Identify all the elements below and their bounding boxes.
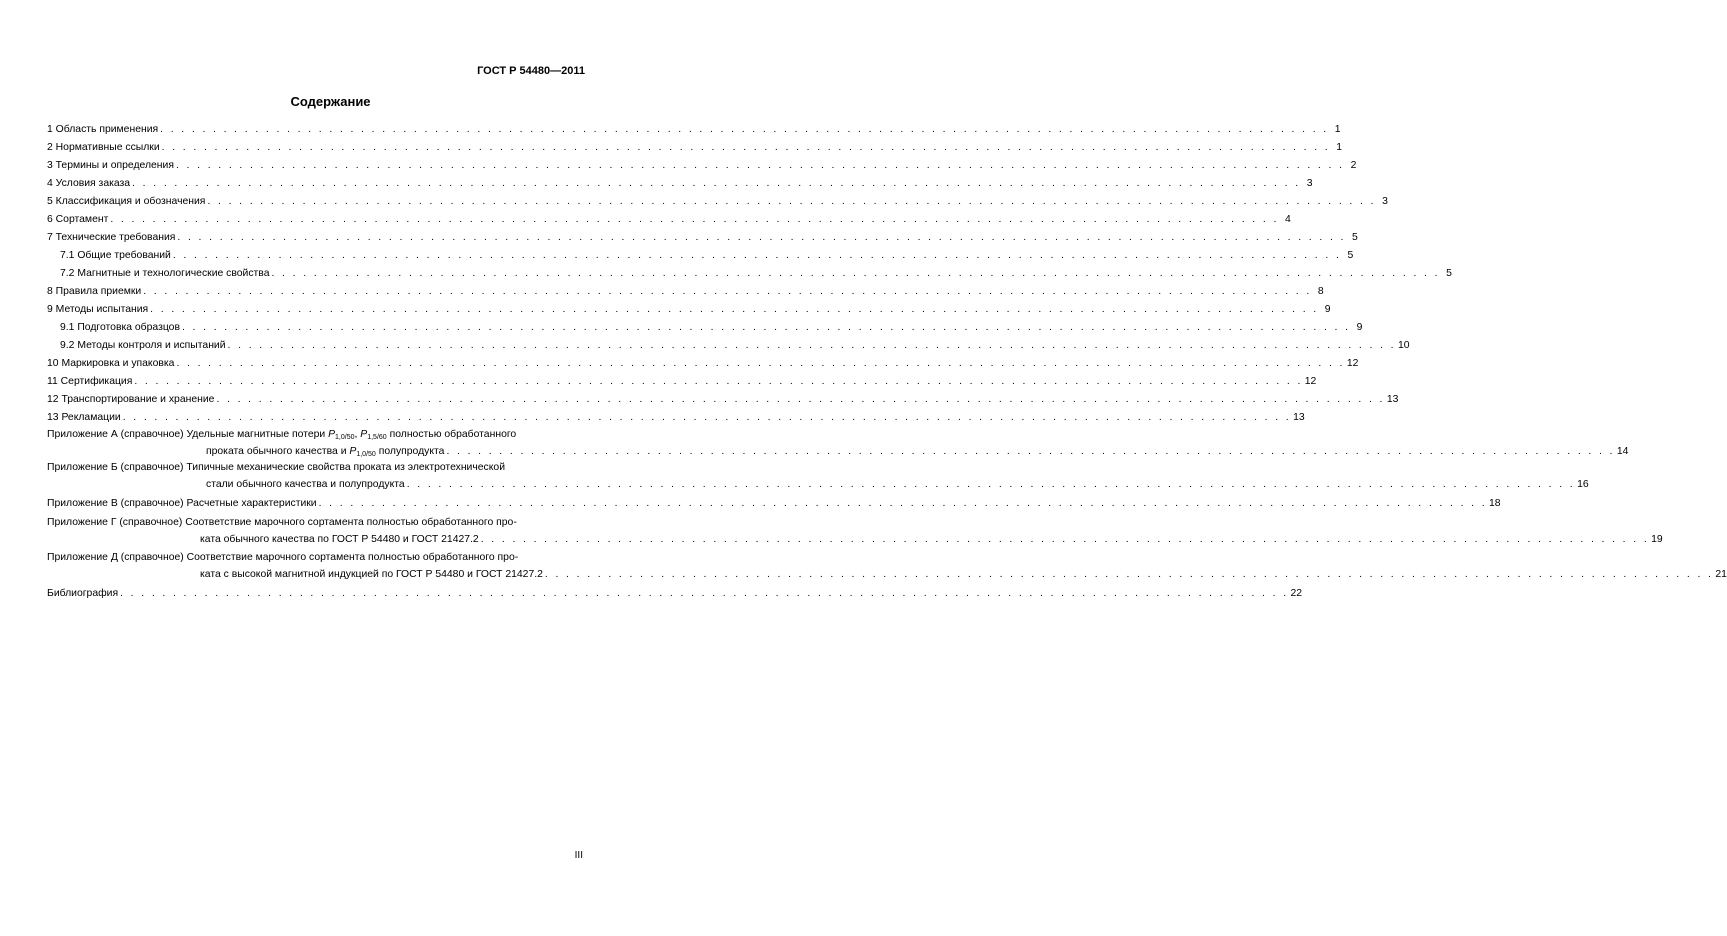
- dot-leader: . . . . . . . . . . . . . . . . . . . . . . . . . . . . . . . . . . . . . . . . . . . . . . . . . . . . . . . . . . . . . . . . . . . . . . . . . . . . . . . . . . . . . . . . . . . . . . . . . . . . . . . . . . . . . . .: [480, 534, 1650, 545]
- dot-leader: . . . . . . . . . . . . . . . . . . . . . . . . . . . . . . . . . . . . . . . . . . . . . . . . . . . . . . . . . . . . . . . . . . . . . . . . . . . . . . . . . . . . . . . . . . . . . . . . . . . . . . . . . . . . . . .: [120, 588, 1289, 599]
- page-number: 13: [1293, 412, 1305, 423]
- toc-entry-label: 6 Сортамент: [47, 214, 109, 225]
- toc-entry[interactable]: [47, 355, 1359, 373]
- page-number: 1: [1336, 142, 1343, 153]
- toc-entry-label: 4 Условия заказа: [47, 178, 131, 189]
- document-id: ГОСТ Р 54480—2011: [477, 65, 585, 77]
- toc-entry-label: 7.1 Общие требований: [60, 250, 171, 261]
- dot-leader: . . . . . . . . . . . . . . . . . . . . . . . . . . . . . . . . . . . . . . . . . . . . . . . . . . . . . . . . . . . . . . . . . . . . . . . . . . . . . . . . . . . . . . . . . . . . . . . . . . . . . . . . . . . . . . .: [227, 340, 1396, 351]
- toc-entry[interactable]: [47, 319, 1363, 337]
- toc-bibliography[interactable]: Библиография . . . . . . . . . . . . . . . . . . . . . . . . . . . . . . . . . . . . . . . . . . . . . . . . . . . . . . . . . . . . . . . . . . . . . . . . . . . . . . . . . . . . . . . . . . . . . . . . . . . . . . . . . . . . . . . 22: [47, 585, 582, 603]
- appendix-g-line1: Приложение Г (справочное) Соответствие марочного сортамента полностью обработанного про-: [47, 517, 517, 528]
- toc-entry-label: 5 Классификация и обозначения: [47, 196, 206, 207]
- toc-entry-label: 12 Транспортирование и хранение: [47, 394, 215, 405]
- dot-leader: . . . . . . . . . . . . . . . . . . . . . . . . . . . . . . . . . . . . . . . . . . . . . . . . . . . . . . . . . . . . . . . . . . . . . . . . . . . . . . . . . . . . . . . . . . . . . . . . . . . . . . . . . . . . . . .: [161, 142, 1331, 153]
- dot-leader: . . . . . . . . . . . . . . . . . . . . . . . . . . . . . . . . . . . . . . . . . . . . . . . . . . . . . . . . . . . . . . . . . . . . . . . . . . . . . . . . . . . . . . . . . . . . . . . . . . . . . . . . . . . . . . .: [172, 250, 1342, 261]
- toc-entry[interactable]: [47, 157, 1357, 175]
- page-number: 14: [1616, 446, 1629, 457]
- appendix-d-line2: ката с высокой магнитной индукцией по ГОСТ Р 54480 и ГОСТ 21427.2 . . . . . . . . . . . . . . . . . . . . . . . . . . . . . . . . . . . . . . . . . . . . . . . . . . . . . . . . . . . . . . . . . . . . . . . . . . . . . . . . . . . . . . . . . . . . . . . . . . . . . . . . . . . . . . . 21: [47, 566, 582, 583]
- dot-leader: . . . . . . . . . . . . . . . . . . . . . . . . . . . . . . . . . . . . . . . . . . . . . . . . . . . . . . . . . . . . . . . . . . . . . . . . . . . . . . . . . . . . . . . . . . . . . . . . . . . . . . . . . . . . . . .: [181, 322, 1351, 333]
- dot-leader: . . . . . . . . . . . . . . . . . . . . . . . . . . . . . . . . . . . . . . . . . . . . . . . . . . . . . . . . . . . . . . . . . . . . . . . . . . . . . . . . . . . . . . . . . . . . . . . . . . . . . . . . . . . . . . .: [446, 446, 1615, 457]
- page-number: 21: [1715, 569, 1727, 580]
- page-number: 9: [1324, 304, 1331, 315]
- dot-leader: . . . . . . . . . . . . . . . . . . . . . . . . . . . . . . . . . . . . . . . . . . . . . . . . . . . . . . . . . . . . . . . . . . . . . . . . . . . . . . . . . . . . . . . . . . . . . . . . . . . . . . . . . . . . . . .: [160, 124, 1329, 135]
- page-number: 2: [1350, 160, 1357, 171]
- toc-entry[interactable]: [47, 373, 1317, 391]
- toc-appendix-d[interactable]: [47, 550, 1727, 583]
- toc-appendix-b[interactable]: [47, 460, 1589, 493]
- toc-entry[interactable]: [47, 229, 1358, 247]
- page-number: 12: [1346, 358, 1359, 369]
- page-number: 18: [1489, 498, 1501, 509]
- page-number: 8: [1317, 286, 1324, 297]
- toc-entry-label: 7 Технические требования: [47, 232, 176, 243]
- dot-leader: . . . . . . . . . . . . . . . . . . . . . . . . . . . . . . . . . . . . . . . . . . . . . . . . . . . . . . . . . . . . . . . . . . . . . . . . . . . . . . . . . . . . . . . . . . . . . . . . . . . . . . . . . . . . . . .: [122, 412, 1292, 423]
- dot-leader: . . . . . . . . . . . . . . . . . . . . . . . . . . . . . . . . . . . . . . . . . . . . . . . . . . . . . . . . . . . . . . . . . . . . . . . . . . . . . . . . . . . . . . . . . . . . . . . . . . . . . . . . . . . . . . .: [132, 178, 1301, 189]
- page-number: 3: [1306, 178, 1313, 189]
- page-number: 16: [1577, 479, 1589, 490]
- toc-entry[interactable]: [47, 121, 1341, 139]
- toc-entry[interactable]: [47, 139, 1343, 157]
- toc-entry-label: 2 Нормативные ссылки: [47, 142, 160, 153]
- page-number: 19: [1651, 534, 1663, 545]
- toc-entry[interactable]: [47, 301, 1331, 319]
- toc-entry-label: 9.2 Методы контроля и испытаний: [60, 340, 226, 351]
- toc-entry[interactable]: [47, 283, 1324, 301]
- toc-entry-label: 7.2 Магнитные и технологические свойства: [60, 268, 270, 279]
- toc-appendix-a[interactable]: [47, 427, 1629, 460]
- toc-entry-label: 10 Маркировка и упаковка: [47, 358, 175, 369]
- page-number: 12: [1304, 376, 1317, 387]
- toc-entry[interactable]: [47, 247, 1354, 265]
- toc-entry-label: 8 Правила приемки: [47, 286, 142, 297]
- toc-entry[interactable]: [47, 409, 1305, 427]
- page-number-footer: III: [574, 850, 583, 861]
- dot-leader: . . . . . . . . . . . . . . . . . . . . . . . . . . . . . . . . . . . . . . . . . . . . . . . . . . . . . . . . . . . . . . . . . . . . . . . . . . . . . . . . . . . . . . . . . . . . . . . . . . . . . . . . . . . . . . .: [271, 268, 1440, 279]
- dot-leader: . . . . . . . . . . . . . . . . . . . . . . . . . . . . . . . . . . . . . . . . . . . . . . . . . . . . . . . . . . . . . . . . . . . . . . . . . . . . . . . . . . . . . . . . . . . . . . . . . . . . . . . . . . . . . . .: [177, 232, 1346, 243]
- dot-leader: . . . . . . . . . . . . . . . . . . . . . . . . . . . . . . . . . . . . . . . . . . . . . . . . . . . . . . . . . . . . . . . . . . . . . . . . . . . . . . . . . . . . . . . . . . . . . . . . . . . . . . . . . . . . . . .: [110, 214, 1279, 225]
- dot-leader: . . . . . . . . . . . . . . . . . . . . . . . . . . . . . . . . . . . . . . . . . . . . . . . . . . . . . . . . . . . . . . . . . . . . . . . . . . . . . . . . . . . . . . . . . . . . . . . . . . . . . . . . . . . . . . .: [406, 479, 1576, 490]
- toc-entry[interactable]: [47, 337, 1410, 355]
- dot-leader: . . . . . . . . . . . . . . . . . . . . . . . . . . . . . . . . . . . . . . . . . . . . . . . . . . . . . . . . . . . . . . . . . . . . . . . . . . . . . . . . . . . . . . . . . . . . . . . . . . . . . . . . . . . . . . .: [143, 286, 1312, 297]
- dot-leader: . . . . . . . . . . . . . . . . . . . . . . . . . . . . . . . . . . . . . . . . . . . . . . . . . . . . . . . . . . . . . . . . . . . . . . . . . . . . . . . . . . . . . . . . . . . . . . . . . . . . . . . . . . . . . . .: [176, 358, 1345, 369]
- toc-entry[interactable]: [47, 175, 1313, 193]
- page-number: 5: [1446, 268, 1452, 279]
- toc-entry[interactable]: [47, 265, 1452, 283]
- page-number: 3: [1382, 196, 1388, 207]
- page-number: 5: [1347, 250, 1354, 261]
- toc-entry-label: 9.1 Подготовка образцов: [60, 322, 180, 333]
- toc-entry-label: 11 Сертификация: [47, 376, 133, 387]
- appendix-b-line1: Приложение Б (справочное) Типичные механические свойства проката из электротехнической: [47, 462, 505, 473]
- dot-leader: . . . . . . . . . . . . . . . . . . . . . . . . . . . . . . . . . . . . . . . . . . . . . . . . . . . . . . . . . . . . . . . . . . . . . . . . . . . . . . . . . . . . . . . . . . . . . . . . . . . . . . . . . . . . . . .: [544, 569, 1714, 580]
- page-number: 9: [1356, 322, 1363, 333]
- page-title: Содержание: [290, 94, 371, 109]
- appendix-b-line2: стали обычного качества и полупродукта . . . . . . . . . . . . . . . . . . . . . . . . . . . . . . . . . . . . . . . . . . . . . . . . . . . . . . . . . . . . . . . . . . . . . . . . . . . . . . . . . . . . . . . . . . . . . . . . . . . . . . . . . . . . . . . 16: [47, 476, 582, 493]
- page-number: 1: [1334, 124, 1341, 135]
- toc-entry-label: 3 Термины и определения: [47, 160, 174, 171]
- toc-appendix-v[interactable]: Приложение В (справочное) Расчетные характеристики . . . . . . . . . . . . . . . . . . . . . . . . . . . . . . . . . . . . . . . . . . . . . . . . . . . . . . . . . . . . . . . . . . . . . . . . . . . . . . . . . . . . . . . . . . . . . . . . . . . . . . . . . . . . . . . 18: [47, 495, 582, 513]
- toc-entry[interactable]: [47, 211, 1291, 229]
- appendix-a-line2: проката обычного качества и $P_{1,0/50}$ полупродукта . . . . . . . . . . . . . . . . . . . . . . . . . . . . . . . . . . . . . . . . . . . . . . . . . . . . . . . . . . . . . . . . . . . . . . . . . . . . . . . . . . . . . . . . . . . . . . . . . . . . . . . . . . . . . . . 14: [47, 443, 582, 460]
- dot-leader: . . . . . . . . . . . . . . . . . . . . . . . . . . . . . . . . . . . . . . . . . . . . . . . . . . . . . . . . . . . . . . . . . . . . . . . . . . . . . . . . . . . . . . . . . . . . . . . . . . . . . . . . . . . . . . .: [150, 304, 1319, 315]
- toc-entry[interactable]: [47, 391, 1399, 409]
- page-number: 10: [1397, 340, 1410, 351]
- toc-entry[interactable]: [47, 193, 1388, 211]
- toc-entry-label: 9 Методы испытания: [47, 304, 149, 315]
- table-of-contents: [47, 121, 1727, 603]
- dot-leader: . . . . . . . . . . . . . . . . . . . . . . . . . . . . . . . . . . . . . . . . . . . . . . . . . . . . . . . . . . . . . . . . . . . . . . . . . . . . . . . . . . . . . . . . . . . . . . . . . . . . . . . . . . . . . . .: [318, 498, 1488, 509]
- page-number: 13: [1386, 394, 1399, 405]
- dot-leader: . . . . . . . . . . . . . . . . . . . . . . . . . . . . . . . . . . . . . . . . . . . . . . . . . . . . . . . . . . . . . . . . . . . . . . . . . . . . . . . . . . . . . . . . . . . . . . . . . . . . . . . . . . . . . . .: [207, 196, 1376, 207]
- appendix-a-line1: Приложение А (справочное) Удельные магнитные потери $P_{1,0/50}$, $P_{1,5/60}$ полностью обработанного: [47, 429, 517, 441]
- appendix-d-line1: Приложение Д (справочное) Соответствие марочного сортамента полностью обработанного про-: [47, 552, 519, 563]
- dot-leader: . . . . . . . . . . . . . . . . . . . . . . . . . . . . . . . . . . . . . . . . . . . . . . . . . . . . . . . . . . . . . . . . . . . . . . . . . . . . . . . . . . . . . . . . . . . . . . . . . . . . . . . . . . . . . . .: [175, 160, 1345, 171]
- toc-entry-label: 13 Рекламации: [47, 412, 121, 423]
- page-number: 22: [1290, 588, 1303, 599]
- toc-appendix-g[interactable]: [47, 515, 1663, 548]
- page-number: 4: [1284, 214, 1291, 225]
- toc-entry-label: 1 Область применения: [47, 124, 159, 135]
- page-number: 5: [1352, 232, 1358, 243]
- dot-leader: . . . . . . . . . . . . . . . . . . . . . . . . . . . . . . . . . . . . . . . . . . . . . . . . . . . . . . . . . . . . . . . . . . . . . . . . . . . . . . . . . . . . . . . . . . . . . . . . . . . . . . . . . . . . . . .: [134, 376, 1303, 387]
- appendix-g-line2: ката обычного качества по ГОСТ Р 54480 и ГОСТ 21427.2 . . . . . . . . . . . . . . . . . . . . . . . . . . . . . . . . . . . . . . . . . . . . . . . . . . . . . . . . . . . . . . . . . . . . . . . . . . . . . . . . . . . . . . . . . . . . . . . . . . . . . . . . . . . . . . . 19: [47, 531, 582, 548]
- dot-leader: . . . . . . . . . . . . . . . . . . . . . . . . . . . . . . . . . . . . . . . . . . . . . . . . . . . . . . . . . . . . . . . . . . . . . . . . . . . . . . . . . . . . . . . . . . . . . . . . . . . . . . . . . . . . . . .: [216, 394, 1385, 405]
